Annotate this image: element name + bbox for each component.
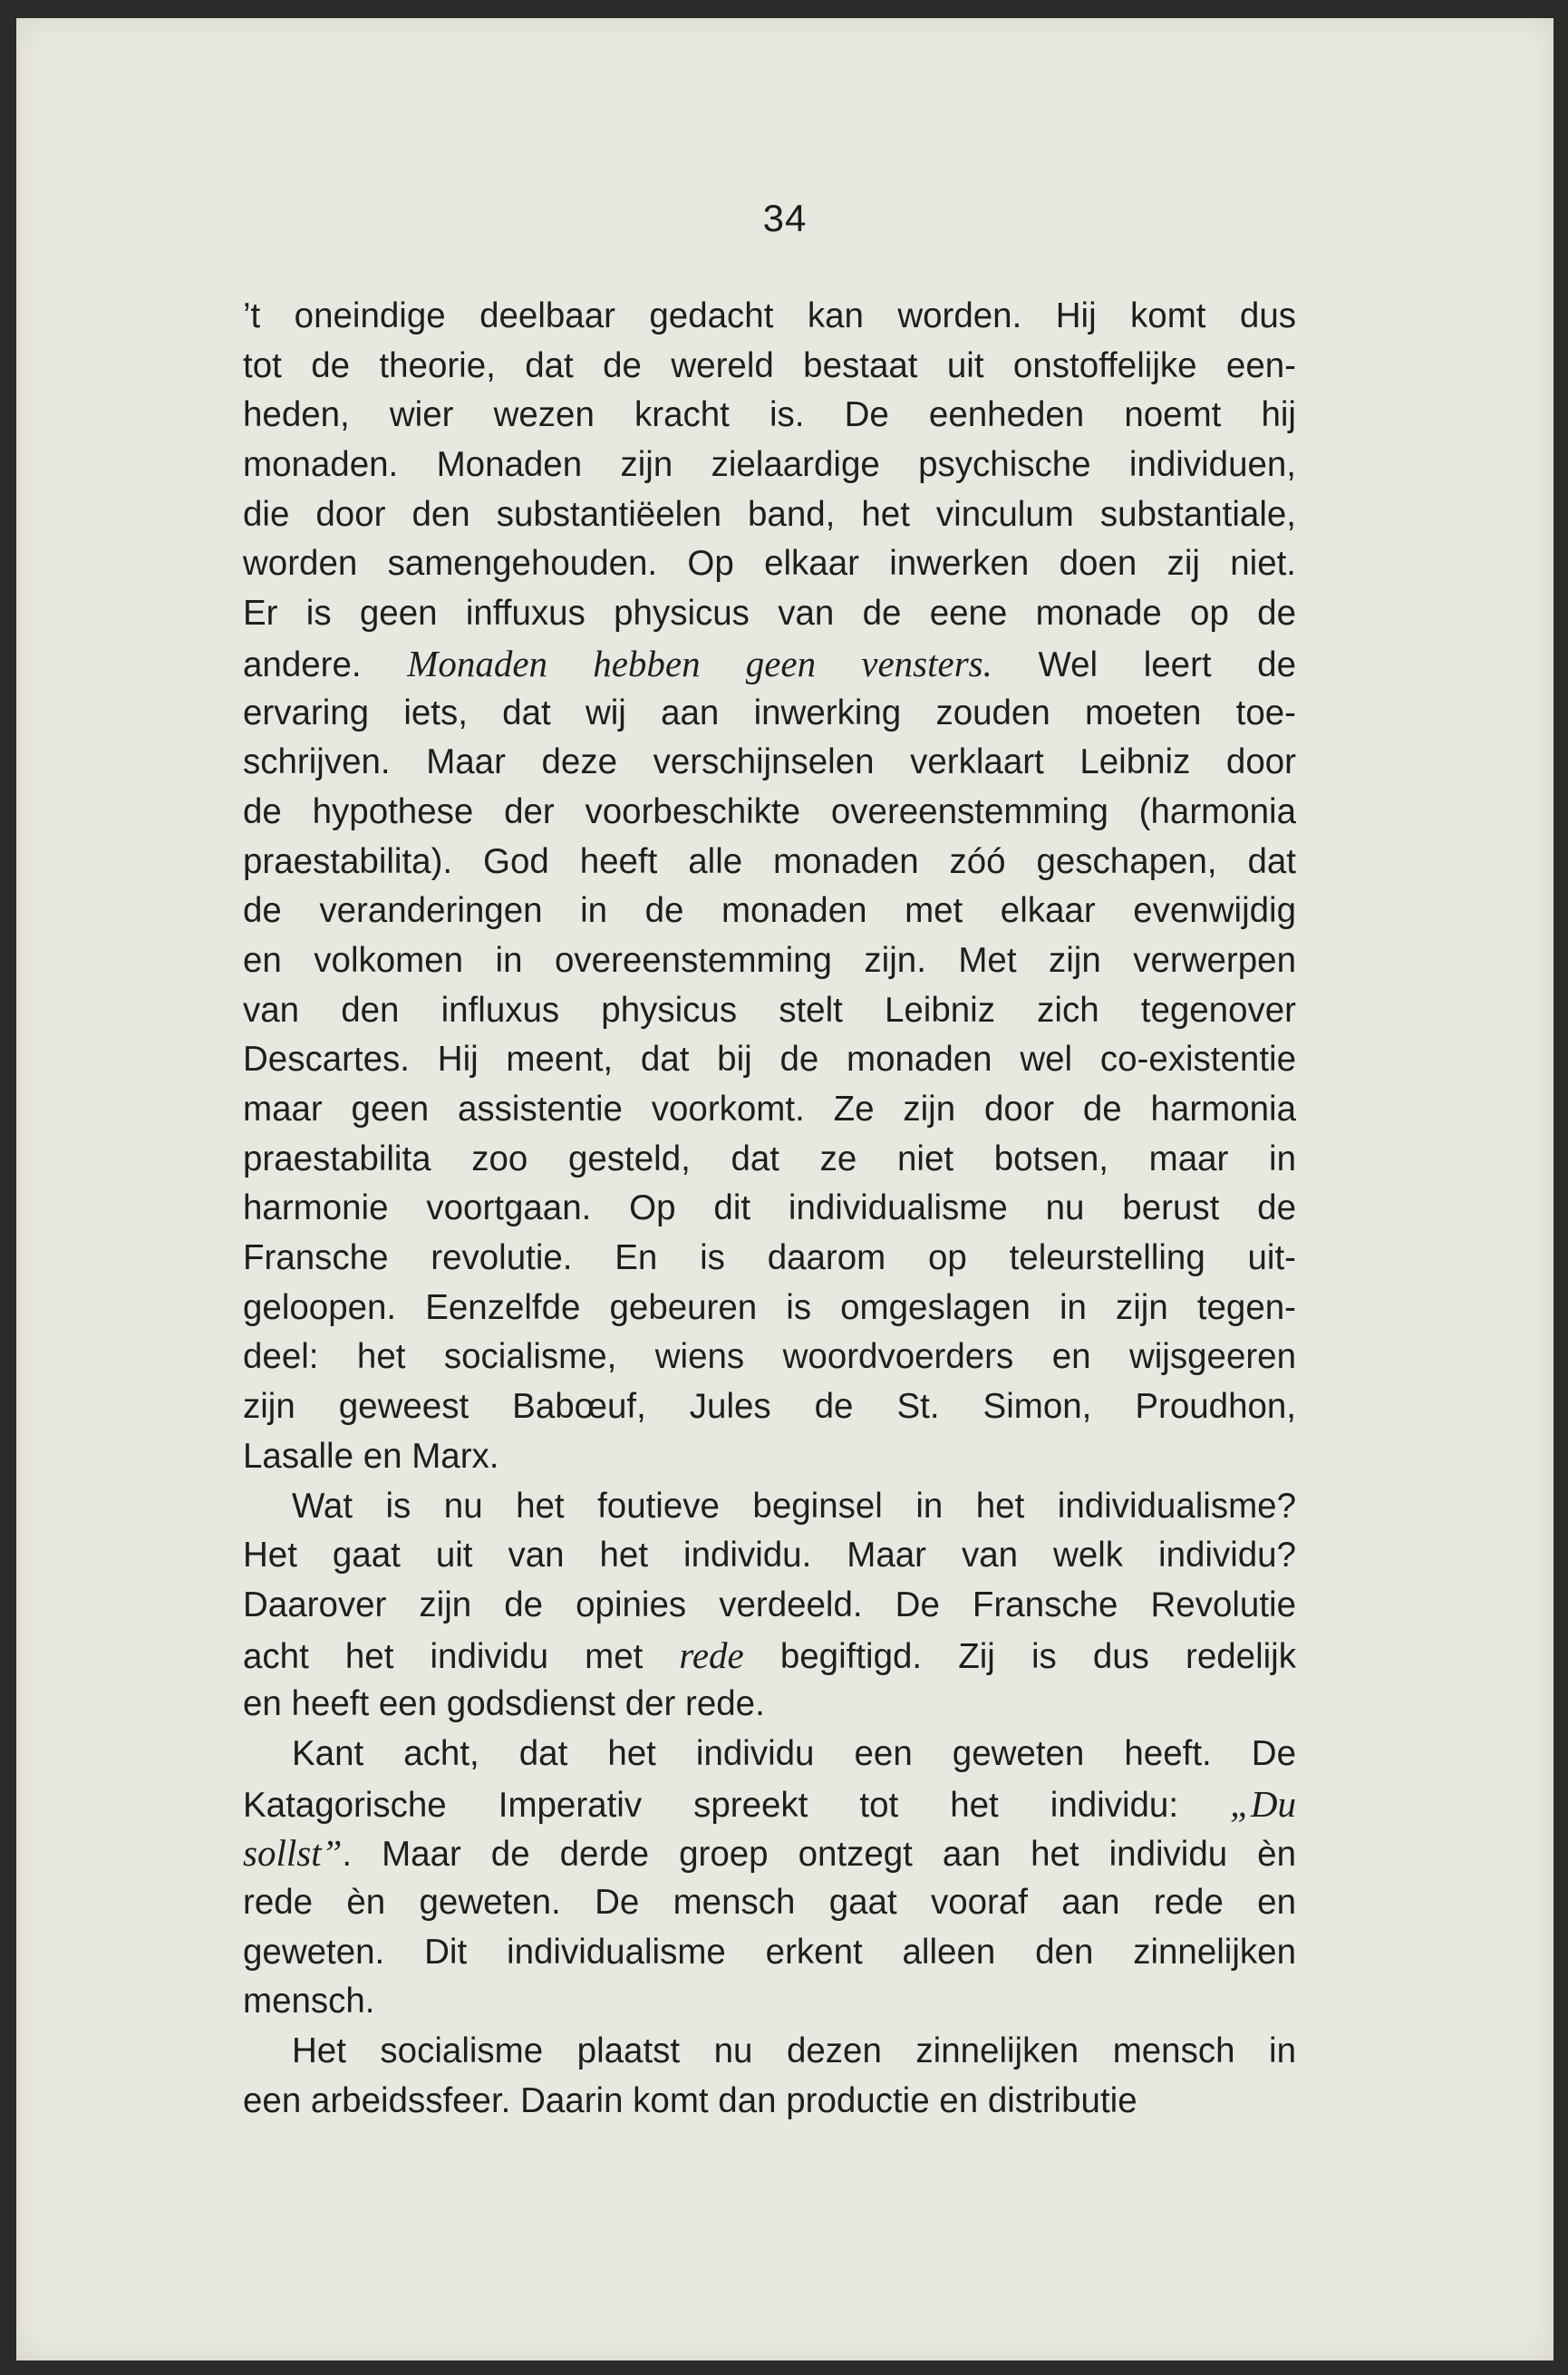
italic-text: rede xyxy=(679,1633,744,1676)
text-line xyxy=(243,1730,1296,1779)
text-run: en heeft een godsdienst der rede. xyxy=(243,1684,765,1724)
text-run: harmonie voortgaan. Op dit individualisme nu berust de xyxy=(243,1188,1296,1228)
text-line xyxy=(243,1035,1296,1085)
text-run: begiftigd. Zij is dus redelijk xyxy=(743,1636,1296,1676)
text-run: geloopen. Eenzelfde gebeuren is omgeslagen in zijn tegen- xyxy=(243,1287,1296,1327)
text-run: Daarover zijn de opinies verdeeld. De Fransche Revolutie xyxy=(243,1585,1296,1624)
text-run: Descartes. Hij meent, dat bij de monaden wel co-existentie xyxy=(243,1040,1296,1080)
text-line xyxy=(243,1531,1296,1581)
paragraph xyxy=(243,292,1296,1482)
text-run: acht het individu met xyxy=(243,1636,680,1676)
text-run: en volkomen in overeenstemming zijn. Met zijn verwerpen xyxy=(243,940,1296,980)
text-line xyxy=(243,391,1296,441)
text-line xyxy=(243,1928,1296,1978)
text-line xyxy=(243,936,1296,986)
paper-sheet xyxy=(16,18,1553,2360)
paragraph xyxy=(243,1730,1296,2027)
text-line xyxy=(243,1482,1296,1532)
text-line xyxy=(243,788,1296,838)
text-line xyxy=(243,1977,1296,2027)
text-line xyxy=(243,887,1296,936)
text-run: schrijven. Maar deze verschijnselen verklaart Leibniz door xyxy=(243,742,1296,782)
text-run: heden, wier wezen kracht is. De eenheden noemt hij xyxy=(243,395,1296,435)
text-line xyxy=(243,1184,1296,1234)
text-run: de hypothese der voorbeschikte overeenstemming (harmonia xyxy=(243,791,1296,831)
text-run: Fransche revolutie. En is daarom op teleurstelling uit- xyxy=(243,1238,1296,1278)
text-line xyxy=(243,1085,1296,1135)
text-line xyxy=(243,539,1296,589)
text-run: Wat is nu het foutieve beginsel in het individualisme? xyxy=(292,1486,1296,1526)
text-line xyxy=(243,1432,1296,1482)
text-run: monaden. Monaden zijn zielaardige psychische individuen, xyxy=(243,445,1296,485)
text-run: Katagorische Imperativ spreekt tot het individu: xyxy=(243,1785,1231,1825)
text-line xyxy=(243,1878,1296,1928)
text-line xyxy=(243,1333,1296,1382)
text-run: zijn geweest Babœuf, Jules de St. Simon, Proudhon, xyxy=(243,1387,1296,1427)
text-run: tot de theorie, dat de wereld bestaat uit onstoffelijke een- xyxy=(243,345,1296,385)
text-line xyxy=(243,1680,1296,1730)
text-line xyxy=(243,1631,1296,1681)
text-run: Wel leert de xyxy=(992,645,1296,684)
text-line xyxy=(243,1284,1296,1333)
text-line xyxy=(243,689,1296,739)
text-line xyxy=(243,490,1296,540)
text-line xyxy=(243,589,1296,639)
body-text xyxy=(243,292,1296,2126)
text-run: de veranderingen in de monaden met elkaar evenwijdig xyxy=(243,891,1296,931)
text-run: mensch. xyxy=(243,1982,375,2021)
text-run: Lasalle en Marx. xyxy=(243,1436,499,1476)
text-line xyxy=(243,1779,1296,1829)
text-run: . Maar de derde groep ontzegt aan het individu èn xyxy=(342,1835,1296,1875)
text-run: die door den substantiëelen band, het vinculum substantiale, xyxy=(243,494,1296,534)
italic-text: sollst” xyxy=(243,1832,343,1875)
text-run: praestabilita zoo gesteld, dat ze niet botsen, maar in xyxy=(243,1139,1296,1178)
text-line xyxy=(243,441,1296,490)
text-line xyxy=(243,342,1296,392)
text-line xyxy=(243,292,1296,342)
page-number: 34 xyxy=(762,197,808,239)
text-run: deel: het socialisme, wiens woordvoerders en wijsgeeren xyxy=(243,1337,1296,1377)
text-line xyxy=(243,2027,1296,2077)
text-line xyxy=(243,1382,1296,1432)
text-run: Kant acht, dat het individu een geweten heeft. De xyxy=(292,1733,1296,1773)
text-run: maar geen assistentie voorkomt. Ze zijn door de harmonia xyxy=(243,1090,1296,1129)
text-run: Er is geen inffuxus physicus van de eene monade op de xyxy=(243,594,1296,634)
text-line xyxy=(243,2077,1296,2127)
text-line xyxy=(243,1828,1296,1878)
text-run: Het gaat uit van het individu. Maar van welk individu? xyxy=(243,1536,1296,1575)
text-line xyxy=(243,1234,1296,1284)
paragraph xyxy=(243,2027,1296,2126)
italic-text: Monaden hebben geen vensters. xyxy=(407,642,992,684)
text-line xyxy=(243,738,1296,788)
text-run: van den influxus physicus stelt Leibniz zich tegenover xyxy=(243,990,1296,1030)
text-line xyxy=(243,838,1296,887)
text-run: een arbeidssfeer. Daarin komt dan productie en distributie xyxy=(243,2080,1137,2120)
text-line xyxy=(243,1135,1296,1185)
text-run: geweten. Dit individualisme erkent alleen den zinnelijken xyxy=(243,1932,1296,1972)
text-run: Het socialisme plaatst nu dezen zinnelijken mensch in xyxy=(292,2031,1296,2071)
text-line xyxy=(243,986,1296,1036)
text-run: ’t oneindige deelbaar gedacht kan worden. Hij komt dus xyxy=(243,296,1296,335)
text-run: worden samengehouden. Op elkaar inwerken doen zij niet. xyxy=(243,544,1296,584)
text-run: rede èn geweten. De mensch gaat vooraf aan rede en xyxy=(243,1883,1296,1922)
paragraph xyxy=(243,1482,1296,1730)
text-line xyxy=(243,639,1296,689)
text-run: andere. xyxy=(243,645,408,684)
text-run: ervaring iets, dat wij aan inwerking zouden moeten toe- xyxy=(243,693,1296,732)
text-run: praestabilita). God heeft alle monaden zóó geschapen, dat xyxy=(243,841,1296,881)
text-line xyxy=(243,1581,1296,1631)
italic-text: „Du xyxy=(1230,1782,1296,1825)
